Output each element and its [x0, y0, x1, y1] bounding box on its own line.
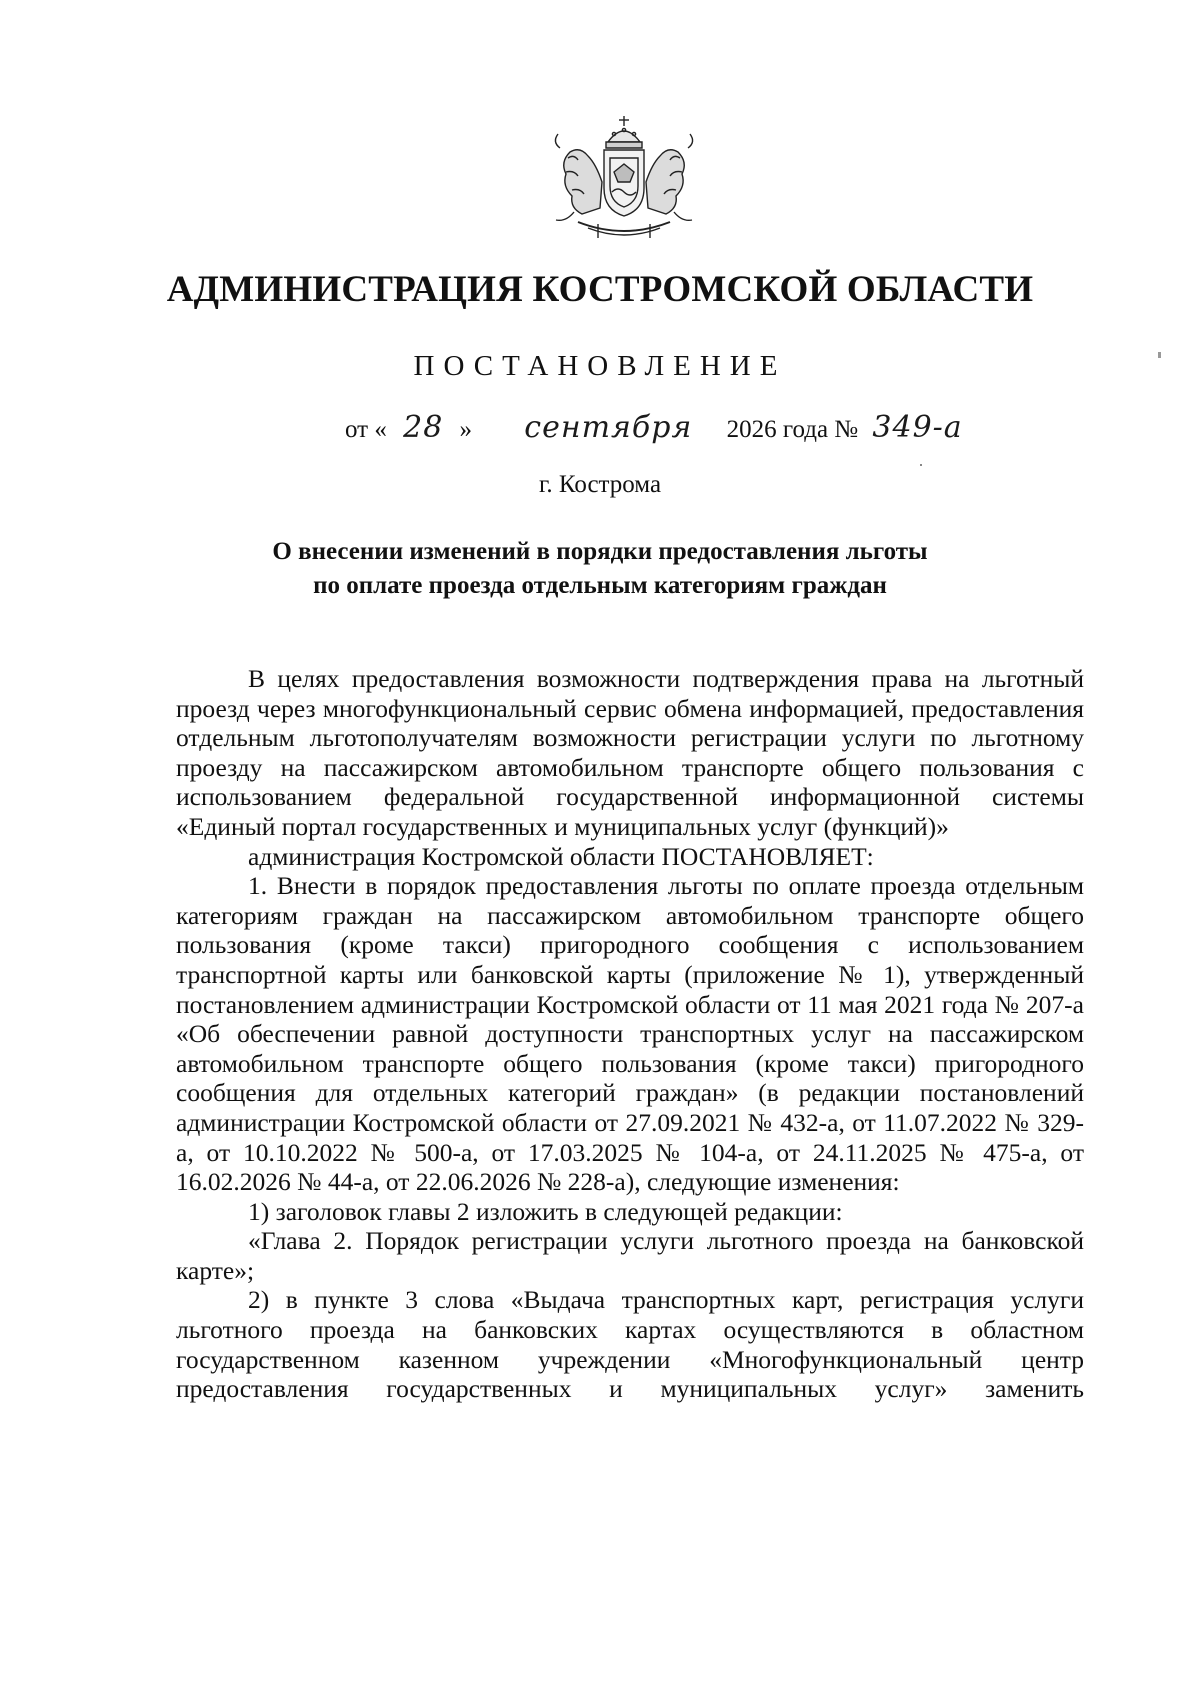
paragraph-chapter-title: «Глава 2. Порядок регистрации услуги льготного проезда на банковской карте»; — [176, 1226, 1084, 1285]
title-line-1: О внесении изменений в порядки предоставления льготы — [272, 538, 928, 565]
date-month-handwritten: сентября — [524, 410, 693, 445]
document-body — [176, 664, 1084, 1404]
paragraph-preamble: В целях предоставления возможности подтверждения права на льготный проезд через многофункциональный сервис обмена информацией, предоставления отдельным льготополучателям возможности регистрации услуги по льготному проезду на пассажирском автомобильном транспорте общего пользования с использованием федеральной государственной информационной системы «Единый портал государственных и муниципальных услуг (функций)» — [176, 664, 1084, 841]
organization-name: АДМИНИСТРАЦИЯ КОСТРОМСКОЙ ОБЛАСТИ — [166, 269, 1034, 310]
paragraph-item-1: 1. Внести в порядок предоставления льготы по оплате проезда отдельным категориям граждан на пассажирском автомобильном транспорте общего пользования (кроме такси) пригородного сообщения с использованием транспортной карты или банковской карты (приложение № 1), утвержденный постановлением администрации Костромской области от 11 мая 2021 года № 207-а «Об обеспечении равной доступности транспортных услуг на пассажирском автомобильном транспорте общего пользования (кроме такси) пригородного сообщения для отдельных категорий граждан» (в редакции постановлений администрации Костромской области от 27.09.2021 № 432-а, от 11.07.2022 № 329-а, от 10.10.2022 № 500-а, от 17.03.2025 № 104-а, от 24.11.2025 № 475-а, от 16.02.2026 № 44-а, от 22.06.2026 № 228-а), следующие изменения: — [176, 871, 1084, 1197]
date-year-text: 2026 года № — [726, 416, 859, 443]
date-quote-close: » — [459, 416, 473, 443]
scan-mark — [1158, 352, 1161, 358]
coat-of-arms-emblem — [548, 112, 700, 244]
paragraph-resolves: администрация Костромской области ПОСТАНОВЛЯЕТ: — [248, 841, 874, 871]
document-number-handwritten: 349-а — [872, 410, 963, 445]
date-prefix: от « — [345, 416, 387, 443]
title-line-2: по оплате проезда отдельным категориям граждан — [313, 572, 887, 599]
document-title — [180, 535, 1020, 603]
date-line — [345, 410, 963, 445]
city-name: г. Кострома — [538, 471, 662, 498]
paragraph-subitem-2: 2) в пункте 3 слова «Выдача транспортных карт, регистрация услуги льготного проезда на банковских картах осуществляются в областном государственном казенном учреждении «Многофункциональный центр предоставления государственных и муниципальных услуг» заменить — [176, 1285, 1084, 1404]
document-type: ПОСТАНОВЛЕНИЕ — [413, 350, 787, 382]
scan-dot — [920, 464, 922, 466]
paragraph-subitem-1: 1) заголовок главы 2 изложить в следующей редакции: — [248, 1196, 843, 1226]
date-day-handwritten: 28 — [403, 410, 444, 445]
